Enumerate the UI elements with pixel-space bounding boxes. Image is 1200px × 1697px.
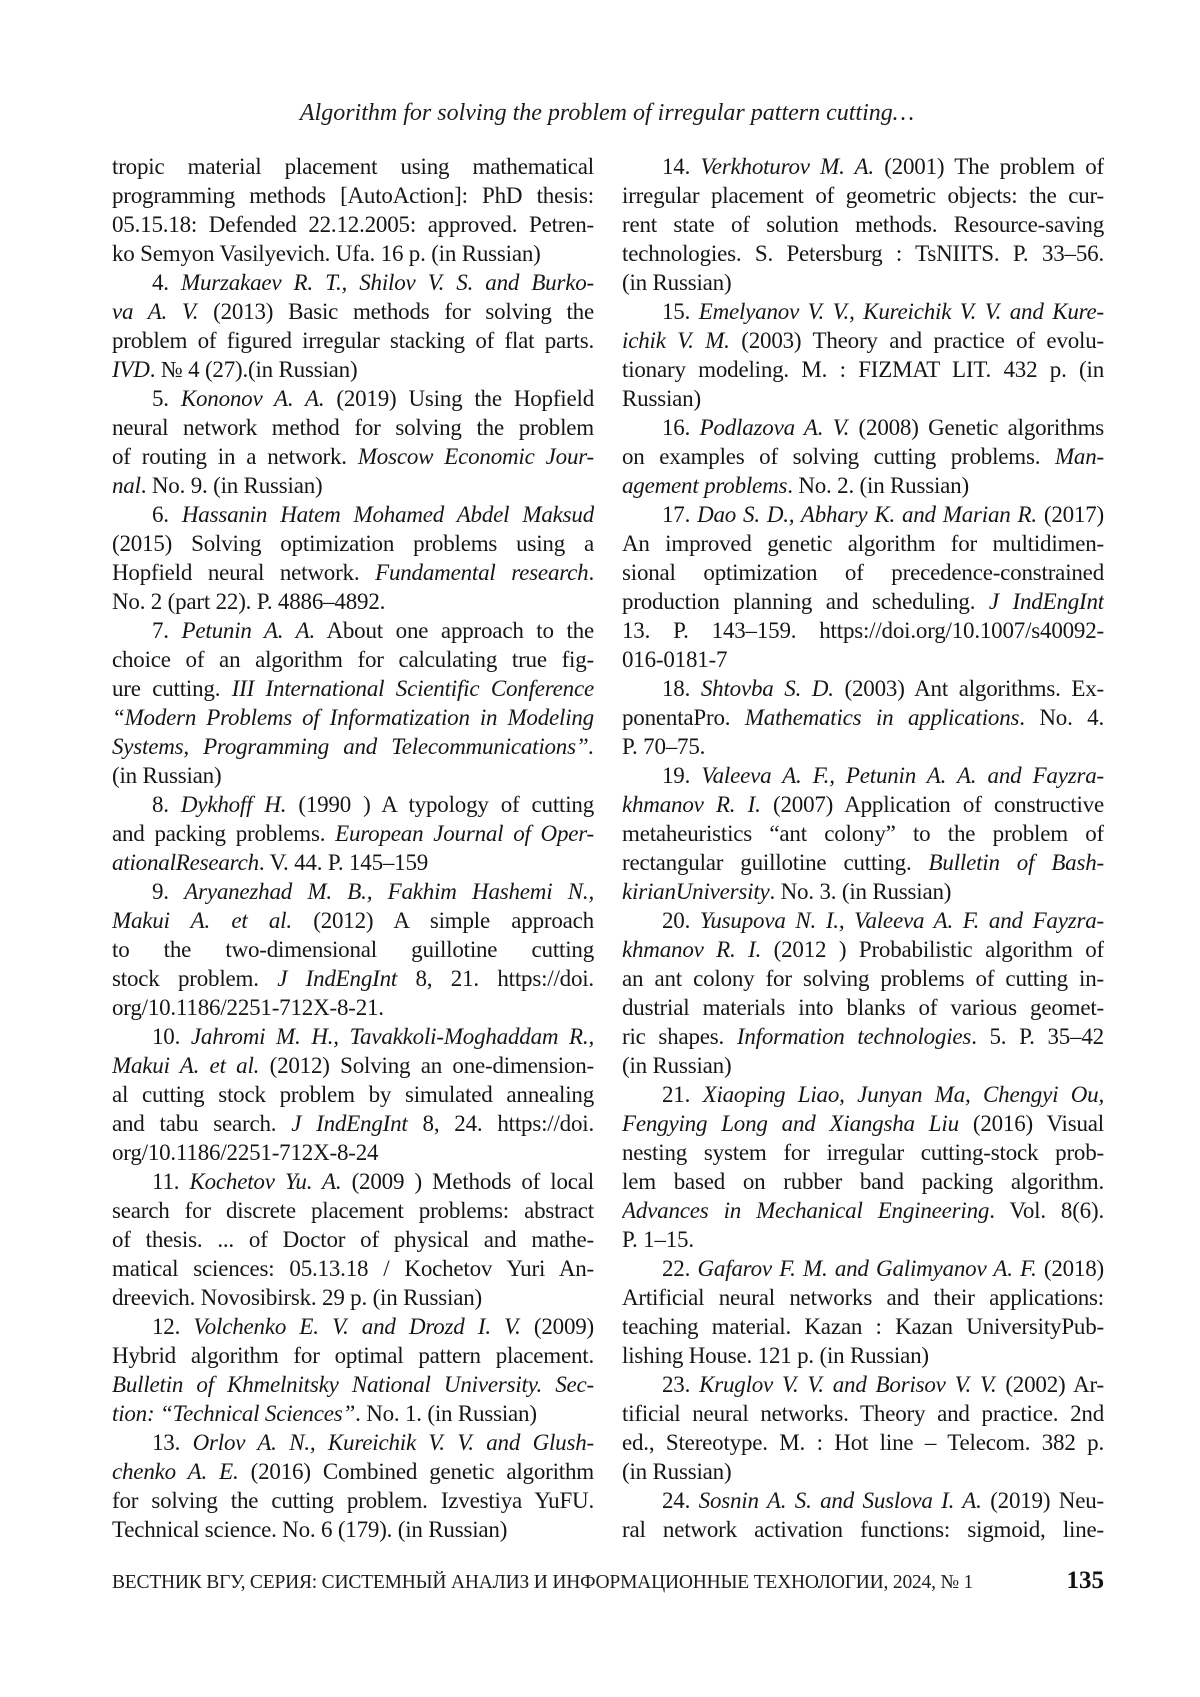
reference-line: choice of an algorithm for calculating true fig- [112,647,594,672]
reference-line: ponentaPro. Mathematics in applications. No. 4. [622,705,1104,730]
reference-line: ure cutting. III International Scientific Conference [112,676,594,701]
reference-line: of routing in a network. Moscow Economic Jour- [112,444,594,469]
reference-line: technologies. S. Petersburg : TsNIITS. P. 33–56. [622,241,1104,266]
reference-paragraph [112,500,594,616]
reference-line: on examples of solving cutting problems. Man- [622,444,1104,469]
reference-line: production planning and scheduling. J IndEngInt [622,589,1104,614]
reference-line: ric shapes. Information technologies. 5. P. 35–42 [622,1024,1104,1049]
reference-line: P. 70–75. [622,734,706,759]
reference-line: 19. Valeeva A. F., Petunin A. A. and Fayzra- [662,763,1104,788]
reference-paragraph [622,413,1104,500]
reference-line: ichik V. M. (2003) Theory and practice of evolu- [622,328,1104,353]
reference-line: 23. Kruglov V. V. and Borisov V. V. (2002) Ar- [662,1372,1104,1397]
reference-line: rectangular guillotine cutting. Bulletin of Bash- [622,850,1104,875]
reference-line: Fengying Long and Xiangsha Liu (2016) Visual [622,1111,1104,1136]
reference-line: va A. V. (2013) Basic methods for solving the [112,299,594,324]
reference-line: (in Russian) [622,1459,732,1484]
reference-paragraph [622,1080,1104,1254]
footer [112,1566,1106,1600]
reference-paragraph [112,616,594,790]
reference-line: 24. Sosnin A. S. and Suslova I. A. (2019) Neu- [662,1488,1104,1513]
reference-line: Artificial neural networks and their applications: [622,1285,1104,1310]
reference-line: ral network activation functions: sigmoid, line- [622,1517,1104,1542]
reference-line: tificial neural networks. Theory and practice. 2nd [622,1401,1104,1426]
reference-line: search for discrete placement problems: abstract [112,1198,594,1223]
reference-line: (in Russian) [622,1053,732,1078]
reference-line: Hybrid algorithm for optimal pattern placement. [112,1343,594,1368]
reference-paragraph [112,790,594,877]
reference-line: “Modern Problems of Informatization in Modeling [112,705,594,730]
reference-line: and tabu search. J IndEngInt 8, 24. https://doi. [112,1111,594,1136]
reference-line: Technical science. No. 6 (179). (in Russian) [112,1517,508,1542]
reference-line: 13. Orlov A. N., Kureichik V. V. and Glush- [152,1430,594,1455]
reference-line: Makui A. et al. (2012) A simple approach [112,908,594,933]
reference-paragraph [112,268,594,384]
reference-line: Hopfield neural network. Fundamental research. [112,560,594,585]
reference-line: metaheuristics “ant colony” to the problem of [622,821,1104,846]
reference-line: problem of figured irregular stacking of flat parts. [112,328,594,353]
reference-line: ed., Stereotype. M. : Hot line – Telecom. 382 p. [622,1430,1104,1455]
reference-line: 14. Verkhoturov M. A. (2001) The problem of [662,154,1104,179]
reference-line: 5. Kononov A. A. (2019) Using the Hopfield [152,386,594,411]
reference-line: An improved genetic algorithm for multidimen- [622,531,1104,556]
reference-line: khmanov R. I. (2012 ) Probabilistic algorithm of [622,937,1104,962]
reference-line: 4. Murzakaev R. T., Shilov V. S. and Burko- [152,270,594,295]
references-column-right [622,152,1104,1544]
reference-paragraph [622,1254,1104,1370]
reference-line: org/10.1186/2251-712X-8-24 [112,1140,379,1165]
reference-paragraph [112,152,594,268]
reference-paragraph [622,761,1104,906]
reference-line: 13. P. 143–159. https://doi.org/10.1007/s40092- [622,618,1104,643]
reference-line: rent state of solution methods. Resource-saving [622,212,1104,237]
references-column-left [112,152,594,1544]
reference-line: 6. Hassanin Hatem Mohamed Abdel Maksud [152,502,594,527]
reference-line: IVD. № 4 (27).(in Russian) [112,357,358,382]
reference-line: teaching material. Kazan : Kazan UniversityPub- [622,1314,1104,1339]
reference-paragraph [112,1312,594,1428]
reference-line: 10. Jahromi M. H., Tavakkoli-Moghaddam R., [152,1024,594,1049]
reference-line: No. 2 (part 22). P. 4886–4892. [112,589,386,614]
reference-line: 20. Yusupova N. I., Valeeva A. F. and Fayzra- [662,908,1104,933]
reference-line: 11. Kochetov Yu. A. (2009 ) Methods of local [152,1169,594,1194]
reference-line: Advances in Mechanical Engineering. Vol. 8(6). [622,1198,1104,1223]
reference-line: ko Semyon Vasilyevich. Ufa. 16 p. (in Russian) [112,241,541,266]
reference-line: org/10.1186/2251-712X-8-21. [112,995,384,1020]
reference-line: tion: “Technical Sciences”. No. 1. (in Russian) [112,1401,537,1426]
reference-paragraph [112,1167,594,1312]
reference-line: 016-0181-7 [622,647,728,672]
reference-line: 15. Emelyanov V. V., Kureichik V. V. and Kure- [662,299,1104,324]
reference-line: 12. Volchenko E. V. and Drozd I. V. (2009) [152,1314,594,1339]
reference-line: to the two-dimensional guillotine cutting [112,937,594,962]
footer-journal-line: ВЕСТНИК ВГУ, СЕРИЯ: СИСТЕМНЫЙ АНАЛИЗ И ИНФОРМАЦИОННЫЕ ТЕХНОЛОГИИ, 2024, № 1 [112,1572,974,1593]
reference-line: al cutting stock problem by simulated annealing [112,1082,594,1107]
reference-line: (in Russian) [622,270,732,295]
reference-line: and packing problems. European Journal of Oper- [112,821,594,846]
reference-line: sional optimization of precedence-constrained [622,560,1104,585]
running-title: Algorithm for solving the problem of irregular pattern cutting… [299,100,915,126]
reference-line: lem based on rubber band packing algorithm. [622,1169,1104,1194]
reference-paragraph [622,1370,1104,1486]
reference-paragraph [622,906,1104,1080]
reference-paragraph [622,674,1104,761]
reference-line: 05.15.18: Defended 22.12.2005: approved. Petren- [112,212,594,237]
reference-line: an ant colony for solving problems of cutting in- [622,966,1104,991]
reference-line: 8. Dykhoff H. (1990 ) A typology of cutting [152,792,594,817]
reference-line: neural network method for solving the problem [112,415,594,440]
reference-line: ationalResearch. V. 44. P. 145–159 [112,850,429,875]
reference-line: kirianUniversity. No. 3. (in Russian) [622,879,952,904]
reference-line: 16. Podlazova A. V. (2008) Genetic algorithms [662,415,1104,440]
reference-line: of thesis. ... of Doctor of physical and mathe- [112,1227,594,1252]
reference-line: 18. Shtovba S. D. (2003) Ant algorithms. Ex- [662,676,1104,701]
reference-paragraph [622,152,1104,297]
reference-paragraph [112,384,594,500]
reference-line: nal. No. 9. (in Russian) [112,473,323,498]
footer-page-number: 135 [1066,1567,1104,1594]
reference-line: tionary modeling. M. : FIZMAT LIT. 432 p. (in [622,357,1104,382]
reference-line: Russian) [622,386,701,411]
reference-line: 7. Petunin A. A. About one approach to the [152,618,594,643]
reference-line: khmanov R. I. (2007) Application of constructive [622,792,1104,817]
reference-line: for solving the cutting problem. Izvestiya YuFU. [112,1488,594,1513]
reference-line: stock problem. J IndEngInt 8, 21. https://doi. [112,966,594,991]
reference-line: programming methods [AutoAction]: PhD thesis: [112,183,594,208]
reference-line: irregular placement of geometric objects: the cur- [622,183,1104,208]
reference-line: lishing House. 121 p. (in Russian) [622,1343,929,1368]
reference-line: chenko A. E. (2016) Combined genetic algorithm [112,1459,594,1484]
reference-paragraph [622,297,1104,413]
reference-line: tropic material placement using mathematical [112,154,594,179]
reference-line: P. 1–15. [622,1227,694,1252]
reference-line: nesting system for irregular cutting-stock prob- [622,1140,1104,1165]
reference-line: (in Russian) [112,763,222,788]
reference-line: 9. Aryanezhad M. B., Fakhim Hashemi N., [152,879,594,904]
reference-line: dreevich. Novosibirsk. 29 p. (in Russian) [112,1285,482,1310]
reference-line: 17. Dao S. D., Abhary K. and Marian R. (2017) [662,502,1104,527]
reference-line: agement problems. No. 2. (in Russian) [622,473,969,498]
reference-paragraph [622,1486,1104,1544]
reference-paragraph [622,500,1104,674]
reference-paragraph [112,1428,594,1544]
reference-line: matical sciences: 05.13.18 / Kochetov Yuri An- [112,1256,594,1281]
reference-line: 22. Gafarov F. M. and Galimyanov A. F. (2018) [662,1256,1104,1281]
reference-line: 21. Xiaoping Liao, Junyan Ma, Chengyi Ou, [662,1082,1104,1107]
reference-line: Makui A. et al. (2012) Solving an one-dimension- [112,1053,594,1078]
reference-line: (2015) Solving optimization problems using a [112,531,594,556]
reference-paragraph [112,877,594,1022]
reference-line: Bulletin of Khmelnitsky National University. Sec- [112,1372,594,1397]
reference-line: dustrial materials into blanks of various geomet- [622,995,1104,1020]
reference-paragraph [112,1022,594,1167]
reference-line: Systems, Programming and Telecommunications”. [112,734,594,759]
